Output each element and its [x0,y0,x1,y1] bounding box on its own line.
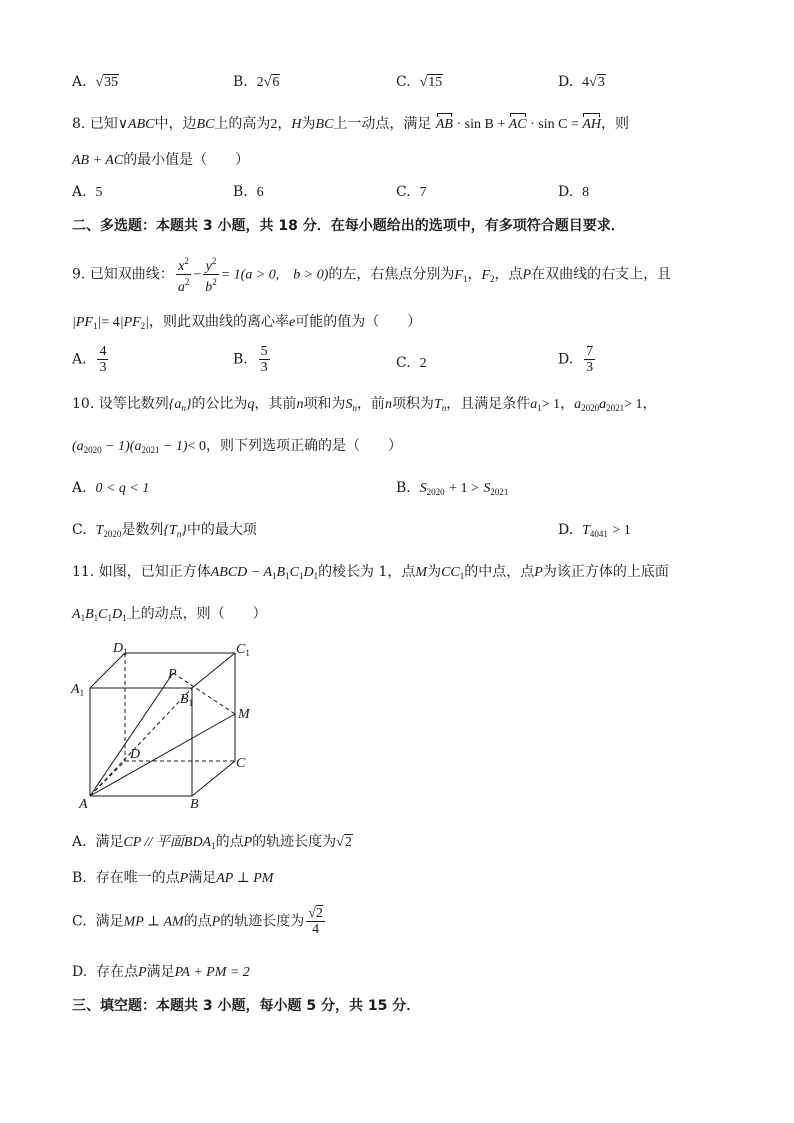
text: 项积为 [391,396,434,412]
text: 满足 [95,834,124,850]
math: PA + PM = 2 [174,965,250,980]
text: 已知 [89,116,118,132]
text: 如图，已知正方体 [98,564,211,580]
condition-expr: $(a_{2020} - 1)(a_{2021} - 1)$ [72,439,188,455]
edge-bc [192,761,235,796]
minus-sign: − [193,267,202,283]
text: 的公比为 [191,396,248,412]
text: 的轨迹长度为 [252,834,337,850]
question-number: 9. [72,266,86,283]
option-label: C. [72,913,87,930]
segment-ab1 [90,688,192,796]
q7-option-d [558,72,606,93]
q11-option-d [72,962,250,983]
option-label: C. [396,355,411,371]
edge-a1d1 [90,653,125,688]
abs-pf2: $|PF_2|$ [119,315,150,331]
math: · sin B + [452,117,509,132]
option-label: C. [72,522,87,538]
math: P [138,965,147,980]
term-product: $a_{2020}a_{2021}$ [574,397,625,413]
math: M [415,565,428,580]
q8-stem-line2 [72,150,249,171]
text: 存在点 [96,964,139,980]
label-d: D [130,747,141,762]
label-c: C [236,756,246,771]
section-heading-2: 二、多选题：本题共 3 小题，共 18 分．在每小题给出的选项中，有多项符合题目要求． [72,218,625,234]
label-b1: $B_1$ [180,692,194,708]
text: 满足 [95,913,124,930]
q10-option-b: B. $S_{2020} + 1 > S_{2021}$ [396,480,509,497]
text: ，其前 [254,396,297,412]
math: q [247,397,255,412]
fraction-y2-b2: $\frac{y^2}{b^2}$ [205,256,217,295]
option-label: A. [72,74,87,90]
question-number: 11. [72,564,95,580]
math: P [211,914,221,930]
vector-ac: AC [509,115,527,135]
label-d1: $D_1$ [113,641,128,657]
math: n [296,397,304,412]
text: ，则此双曲线的离心率 [149,314,290,330]
label-p: P [168,667,177,682]
option-label: D. [558,351,574,368]
text: 满足 [188,870,217,886]
q11-option-b [72,868,273,889]
text: ，且满足条件 [446,396,531,412]
math: P [179,871,189,886]
option-fraction: $\frac{√2}{4}$ [308,906,323,937]
text: 的棱长为 1，点 [318,564,416,580]
vector-ah: AH [582,115,601,135]
q10-option-a [72,478,149,499]
option-fraction: $\frac{7}{3}$ [586,344,594,375]
cube-figure [70,636,270,816]
text: ， [277,116,292,132]
option-value: 15 [428,75,443,90]
option-value: 3 [597,75,605,90]
option-label: C. [396,74,411,90]
section-heading-3: 三、填空题：本题共 3 小题，每小题 5 分，共 15 分． [72,998,421,1014]
option-coef: 4 [582,75,590,90]
text: 的点 [215,834,244,850]
label-a: A [79,797,88,812]
text: 项和为 [303,396,346,412]
q11-stem-line2 [72,604,267,628]
product-tn: $T_n$ [433,397,447,413]
option-label: D. [558,522,574,538]
text: 已知双曲线： [89,266,174,283]
q10-option-c: C. $T_{2020}$是数列$\{T_n\}$中的最大项 [72,522,257,539]
math: BC [196,117,215,132]
option-value: 5 [95,185,103,200]
q10-stem [72,394,657,418]
option-label: A. [72,480,87,496]
text: 是数列 [121,522,164,538]
focus-f2: $F_2$ [481,267,495,284]
math: · sin C = [526,117,583,132]
math: AB + AC [72,153,124,168]
label-m: M [238,707,250,722]
option-value: 35 [104,75,119,90]
math: > 1 [624,397,643,412]
q8-option-d [558,182,589,203]
q9-stem: 9. 已知双曲线： $\frac{x^2}{a^2}$ − $\frac{y^2}{b^2}$ = 1(a > 0, b > 0)的左，右焦点分别为$F_1$，$F_2$，点P在双曲线的右支上，且 [72,256,672,295]
edge-cc1: $CC_1$ [441,565,465,581]
option-value: 2 [419,356,427,371]
math: > 1 [612,523,631,538]
text: 上的高为 [214,116,271,132]
text: 的中点，点 [464,564,535,580]
option-label: B. [233,351,248,368]
sqrt-symbol: √15 [419,75,443,90]
fraction-x2-a2: $\frac{x^2}{a^2}$ [177,256,190,295]
sqrt-symbol: √6 [263,75,280,90]
text: 在双曲线的右支上，且 [531,266,672,283]
math: = 4 [101,315,120,330]
vector-ab: AB [436,115,453,135]
math: BC [315,117,334,132]
option-label: A. [72,834,87,850]
math: P [243,835,253,850]
q11-option-c [72,906,327,937]
math: > 1 [541,397,561,412]
q11-stem [72,562,669,586]
math: < 0 [187,439,206,454]
sequence-an: $\{a_n\}$ [168,397,192,413]
cube-name: ABCD − $A_1B_1C_1D_1$ [210,565,319,581]
abs-pf1: $|PF_1|$ [72,315,102,331]
label-c1: $C_1$ [236,642,250,658]
q8-option-c [396,182,427,203]
sqrt-symbol: √35 [95,75,119,90]
text: 的左，右焦点分别为 [328,266,455,283]
text: 可能的值为（ ） [295,314,422,330]
math: MP ⊥ AM [123,914,184,930]
segment-ap [90,673,173,796]
q7-option-b [233,72,280,93]
option-label: B. [72,870,87,886]
math: = 1(a > 0, b > 0) [220,267,329,283]
text: ， [560,396,575,412]
sqrt-symbol: √2 [336,835,352,850]
focus-f1: $F_1$ [454,267,468,284]
q9-option-a [72,344,110,375]
option-label: B. [396,480,411,496]
sum-sn: $S_n$ [345,397,357,413]
face-a1b1c1d1: $A_1B_1C_1D_1$ [72,607,127,623]
question-number: 10. [72,396,95,412]
option-label: D. [558,184,574,200]
q11-option-a: A. 满足CP // 平面$BDA_1$的点P的轨迹长度为√2 [72,834,352,851]
math: P [522,267,532,283]
q8-option-b [233,182,264,203]
math: 2 [270,117,278,132]
option-fraction: $\frac{4}{3}$ [99,344,107,375]
option-label: A. [72,351,87,368]
option-label: B. [233,74,248,90]
math: H [291,117,302,132]
text: ， [642,396,657,412]
text: ，则 [601,116,630,132]
math: n [384,397,392,412]
option-value: 0 < q < 1 [95,481,150,496]
q9-option-b [233,344,272,375]
math: CP // 平面 [123,835,184,850]
text: 上一动点，满足 [333,116,432,132]
option-value: 6 [272,75,280,90]
math: e [289,315,296,330]
text: ，点 [494,266,523,283]
math: + 1 > [449,481,479,496]
option-value: 7 [419,185,427,200]
question-number: 8. [72,116,86,132]
q10-stem-line2 [72,436,402,460]
option-label: B. [233,184,248,200]
text: 满足 [146,964,175,980]
term-a1: $a_1$ [530,397,542,413]
q7-option-a [72,72,119,93]
q9-option-c [396,353,427,374]
option-coef: 2 [256,75,264,90]
text: 上的动点，则（ ） [126,606,267,622]
math: AP ⊥ PM [216,871,274,886]
text: 为 [427,564,442,580]
q8-option-a [72,182,102,203]
option-value: 8 [582,185,590,200]
segment-am [90,714,235,796]
option-label: C. [396,184,411,200]
option-label: D. [558,74,574,90]
math: ∨ABC [117,117,155,132]
text: 中的最大项 [186,522,257,538]
option-value: 6 [256,185,264,200]
text: 的轨迹长度为 [220,913,305,930]
text: 设等比数列 [98,396,169,412]
sqrt-symbol: √3 [589,75,605,90]
text: 为 [301,116,316,132]
label-b: B [190,797,199,812]
option-label: A. [72,184,87,200]
text: 的点 [183,913,212,930]
option-fraction: $\frac{5}{3}$ [260,344,268,375]
text: 中，边 [154,116,197,132]
text: 的最小值是（ ） [123,152,250,168]
text: ，前 [356,396,385,412]
q9-option-d [558,344,597,375]
q8-stem [72,114,629,135]
text: 为该正方体的上底面 [542,564,669,580]
edge-b1c1 [192,653,235,688]
math: P [534,565,543,580]
q10-option-d: D. $T_{4041} > 1$ [558,522,631,539]
label-a1: $A_1$ [71,682,85,698]
option-label: D. [72,964,88,980]
text: 存在唯一的点 [95,870,180,886]
text: ，则下列选项正确的是（ ） [205,438,402,454]
q9-stem-line2 [72,312,421,336]
q7-option-c [396,72,443,93]
